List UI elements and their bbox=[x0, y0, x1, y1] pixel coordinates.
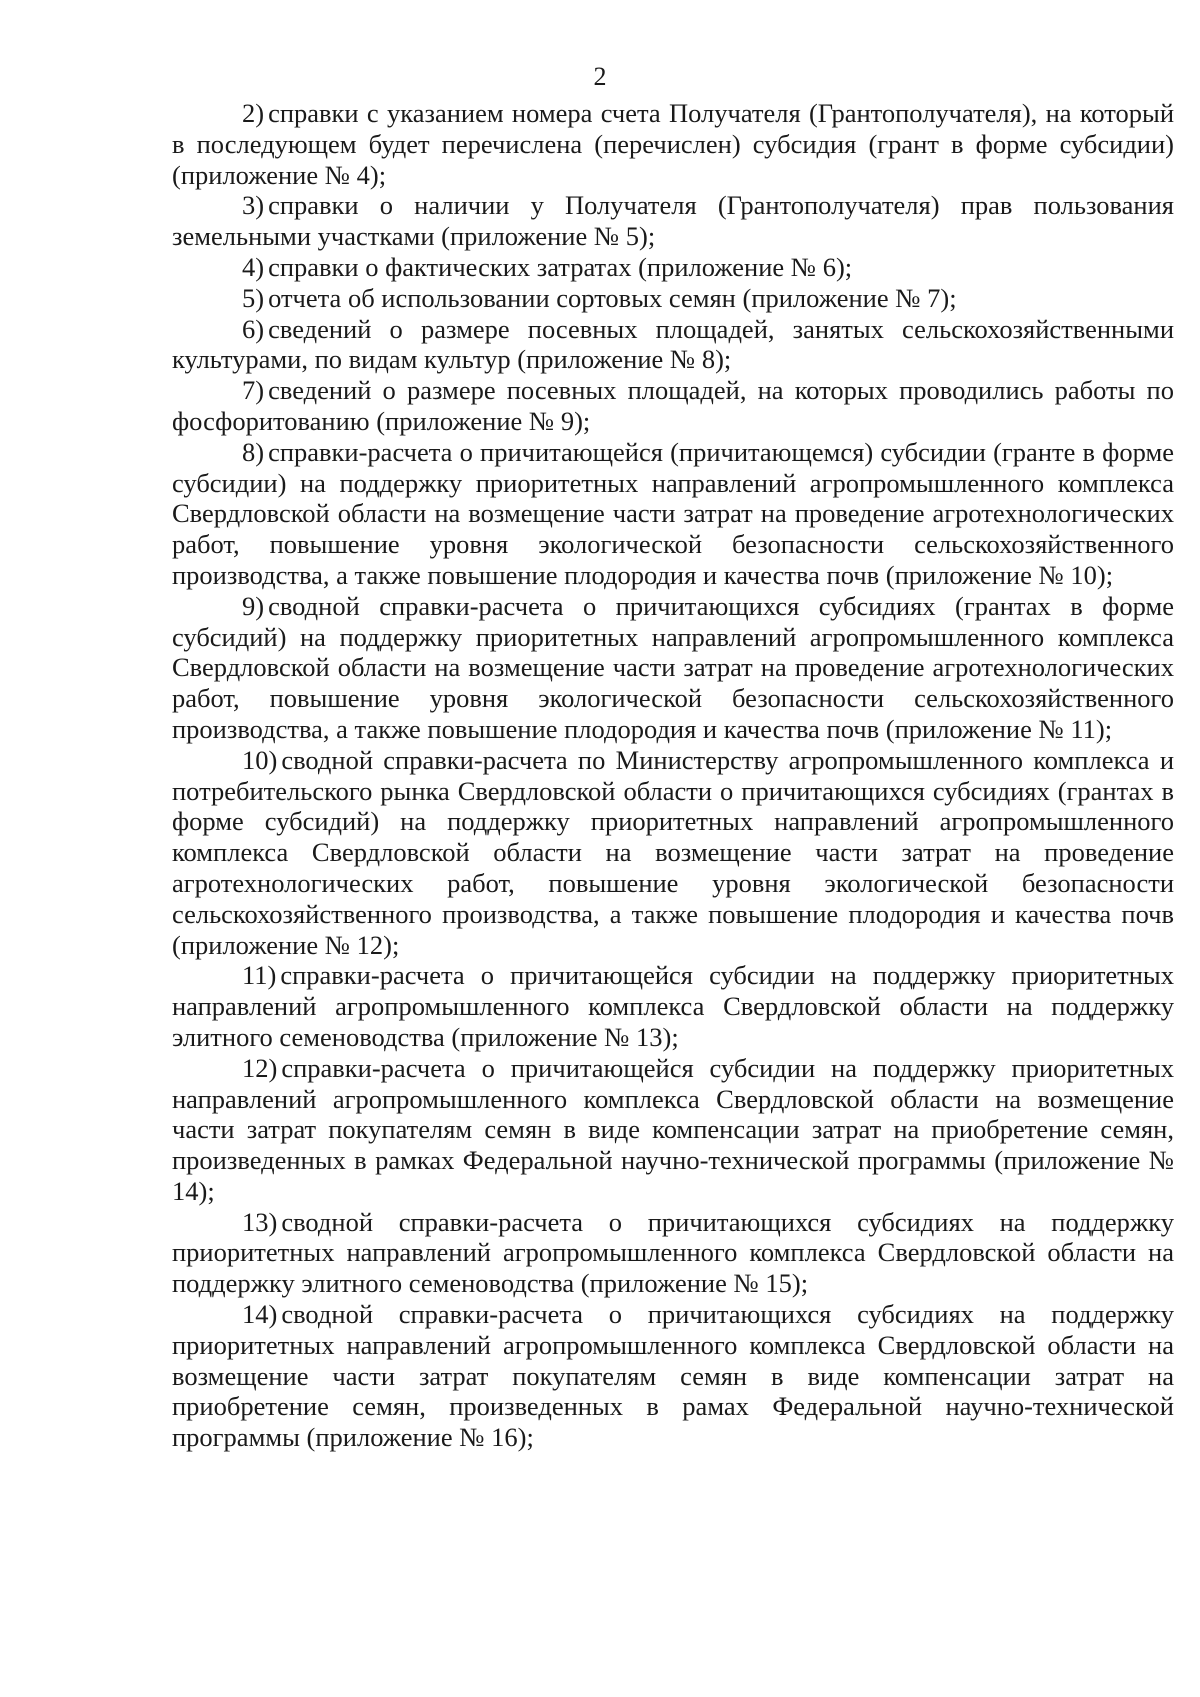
item-number: 11) bbox=[242, 960, 277, 991]
item-number: 2) bbox=[242, 98, 265, 128]
item-text: справки о наличии у Получателя (Грантополучателя) прав пользования земельными участками (приложение № 5); bbox=[172, 190, 1174, 252]
list-item bbox=[172, 591, 1174, 745]
item-text: справки о фактических затратах (приложение № 6); bbox=[268, 251, 853, 282]
item-number: 8) bbox=[242, 436, 265, 467]
list-item bbox=[172, 1207, 1174, 1299]
page-number: 2 bbox=[593, 62, 607, 91]
list-item bbox=[172, 314, 1174, 376]
item-text: отчета об использовании сортовых семян (приложение № 7); bbox=[268, 282, 957, 313]
item-number: 9) bbox=[242, 590, 265, 621]
list-item bbox=[172, 98, 1174, 190]
document-body bbox=[172, 98, 1174, 1453]
item-number: 12) bbox=[242, 1052, 278, 1083]
list-item bbox=[172, 960, 1174, 1052]
item-text: сведений о размере посевных площадей, занятых сельскохозяйственными культурами, по видам культур (приложение № 8); bbox=[172, 313, 1174, 375]
item-number: 6) bbox=[242, 313, 265, 344]
list-item bbox=[172, 375, 1174, 437]
item-number: 10) bbox=[242, 744, 278, 775]
item-text: сводной справки-расчета по Министерству агропромышленного комплекса и потребительского рынка Свердловской области о причитающихся субсидиях (грантах в форме субсидий) на поддержку приоритетных направлений агропромышленного комплекса Свердловской области на возмещение части затрат на проведение агротехнологических работ, повышение уровня экологической безопасности сельскохозяйственного производства, а также повышение плодородия и качества почв (приложение № 12); bbox=[172, 744, 1174, 960]
item-number: 14) bbox=[242, 1299, 278, 1330]
list-item bbox=[172, 745, 1174, 961]
item-number: 4) bbox=[242, 251, 265, 282]
list-item bbox=[172, 283, 1174, 314]
list-item bbox=[172, 1053, 1174, 1207]
item-text: сводной справки-расчета о причитающихся субсидиях на поддержку приоритетных направлений агропромышленного комплекса Свердловской области на возмещение части затрат покупателям семян в виде компенсации затрат на приобретение семян, произведенных в рамах Федеральной научно-технической программы (приложение № 16); bbox=[172, 1299, 1174, 1453]
list-item bbox=[172, 1299, 1174, 1453]
list-item bbox=[172, 437, 1174, 591]
item-number: 13) bbox=[242, 1206, 278, 1237]
item-text: сводной справки-расчета о причитающихся субсидиях (грантах в форме субсидий) на поддержку приоритетных направлений агропромышленного комплекса Свердловской области на возмещение части затрат на проведение агротехнологических работ, повышение уровня экологической безопасности сельскохозяйственного производства, а также повышение плодородия и качества почв (приложение № 11); bbox=[172, 590, 1174, 744]
item-text: сведений о размере посевных площадей, на которых проводились работы по фосфоритованию (приложение № 9); bbox=[172, 375, 1174, 436]
item-text: справки-расчета о причитающейся (причитающемся) субсидии (гранте в форме субсидии) на поддержку приоритетных направлений агропромышленного комплекса Свердловской области на возмещение части затрат на проведение агротехнологических работ, повышение уровня экологической безопасности сельскохозяйственного производства, а также повышение плодородия и качества почв (приложение № 10); bbox=[172, 436, 1174, 590]
list-item bbox=[172, 190, 1174, 252]
item-number: 5) bbox=[242, 282, 265, 313]
item-number: 7) bbox=[242, 375, 265, 406]
item-text: справки с указанием номера счета Получателя (Грантополучателя), на который в последующем будет перечислена (перечислен) субсидия (грант в форме субсидии) (приложение № 4); bbox=[172, 98, 1174, 190]
item-text: справки-расчета о причитающейся субсидии на поддержку приоритетных направлений агропромышленного комплекса Свердловской области на возмещение части затрат покупателям семян в виде компенсации затрат на приобретение семян, произведенных в рамках Федеральной научно-технической программы (приложение № 14); bbox=[172, 1052, 1174, 1206]
list-item bbox=[172, 252, 1174, 283]
item-text: справки-расчета о причитающейся субсидии на поддержку приоритетных направлений агропромышленного комплекса Свердловской области на поддержку элитного семеноводства (приложение № 13); bbox=[172, 960, 1174, 1052]
item-number: 3) bbox=[242, 190, 265, 221]
item-text: сводной справки-расчета о причитающихся субсидиях на поддержку приоритетных направлений агропромышленного комплекса Свердловской области на поддержку элитного семеноводства (приложение № 15); bbox=[172, 1206, 1174, 1299]
